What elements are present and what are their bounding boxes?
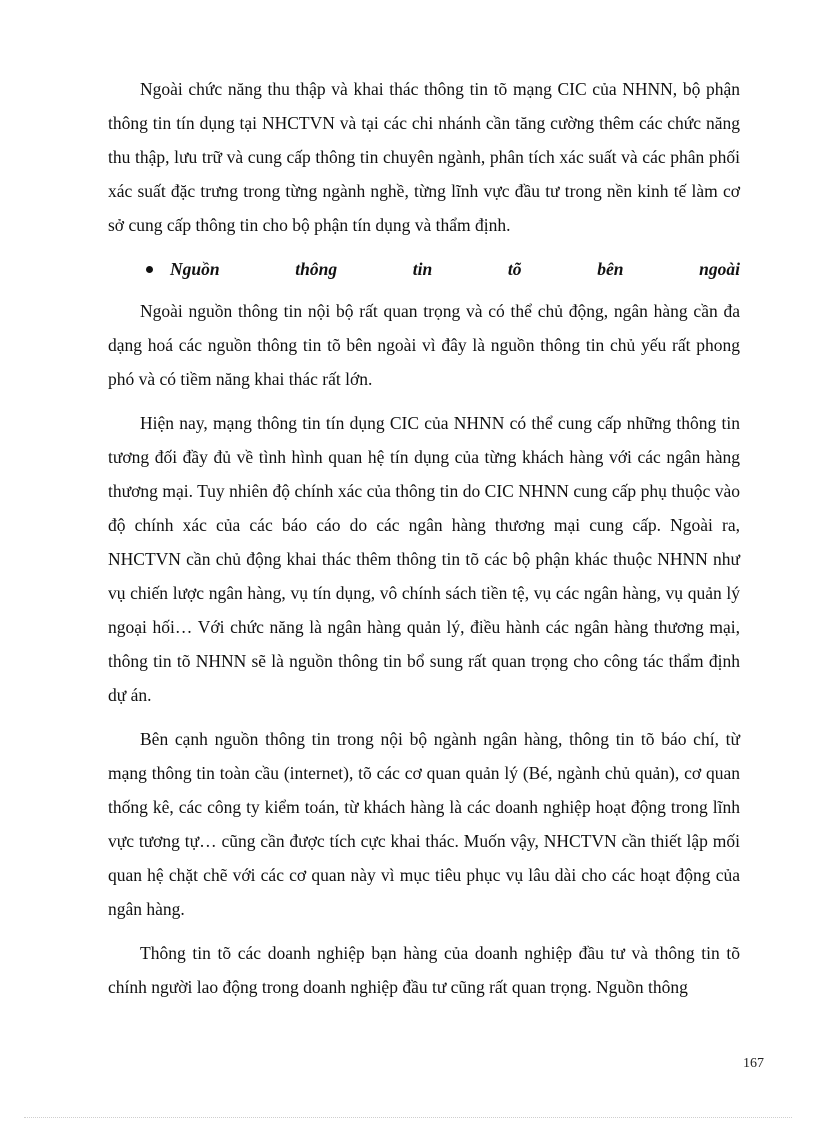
heading-word: Nguồn: [170, 259, 220, 279]
paragraph: Ngoài nguồn thông tin nội bộ rất quan trọng và có thể chủ động, ngân hàng cần đa dạng hoá các nguồn thông tin tõ bên ngoài vì đây là nguồn thông tin chủ yếu rất phong phó và có tiềm năng khai thác rất lớn.: [108, 301, 740, 389]
heading-word: thông: [295, 259, 338, 279]
paragraph: Bên cạnh nguồn thông tin trong nội bộ ngành ngân hàng, thông tin tõ báo chí, từ mạng thông tin toàn cầu (internet), tõ các cơ quan quản lý (Bé, ngành chủ quản), cơ quan thống kê, các công ty kiểm toán, từ khách hàng là các doanh nghiệp hoạt động trong lĩnh vực tương tự… cũng cần được tích cực khai thác. Muốn vậy, NHCTVN cần thiết lập mối quan hệ chặt chẽ với các cơ quan này vì mục tiêu phục vụ lâu dài cho các hoạt động của ngân hàng.: [108, 729, 740, 919]
document-body: [108, 72, 740, 1004]
page-number: 167: [743, 1056, 764, 1071]
bullet-heading: [108, 252, 740, 286]
heading-word: tin: [412, 259, 433, 279]
paragraph: Hiện nay, mạng thông tin tín dụng CIC của NHNN có thể cung cấp những thông tin tương đối đầy đủ về tình hình quan hệ tín dụng của từng khách hàng với các ngân hàng thương mại. Tuy nhiên độ chính xác của thông tin do CIC NHNN cung cấp phụ thuộc vào độ chính xác của các báo cáo do các ngân hàng thương mại cung cấp. Ngoài ra, NHCTVN cần chủ động khai thác thêm thông tin tõ các bộ phận khác thuộc NHNN như vụ chiến lược ngân hàng, vụ tín dụng, vô chính sách tiền tệ, vụ các ngân hàng, vụ quản lý ngoại hối… Với chức năng là ngân hàng quản lý, điều hành các ngân hàng thương mại, thông tin tõ NHNN sẽ là nguồn thông tin bổ sung rất quan trọng cho công tác thẩm định dự án.: [108, 413, 740, 705]
paragraph: Thông tin tõ các doanh nghiệp bạn hàng của doanh nghiệp đầu tư và thông tin tõ chính người lao động trong doanh nghiệp đầu tư cũng rất quan trọng. Nguồn thông: [108, 943, 740, 997]
bullet-icon: [146, 266, 153, 273]
paragraph: Ngoài chức năng thu thập và khai thác thông tin tõ mạng CIC của NHNN, bộ phận thông tin tín dụng tại NHCTVN và tại các chi nhánh cần tăng cường thêm các chức năng thu thập, lưu trữ và cung cấp thông tin chuyên ngành, phân tích xác suất và các phân phối xác suất đặc trưng trong từng ngành nghề, từng lĩnh vực đầu tư trong nền kinh tế làm cơ sở cung cấp thông tin cho bộ phận tín dụng và thẩm định.: [108, 79, 740, 235]
heading-word: ngoài: [699, 259, 740, 279]
heading-word: tõ: [507, 259, 522, 279]
heading-word: bên: [597, 259, 624, 279]
footer-divider: [24, 1117, 792, 1118]
bullet-heading-text: [170, 252, 740, 286]
